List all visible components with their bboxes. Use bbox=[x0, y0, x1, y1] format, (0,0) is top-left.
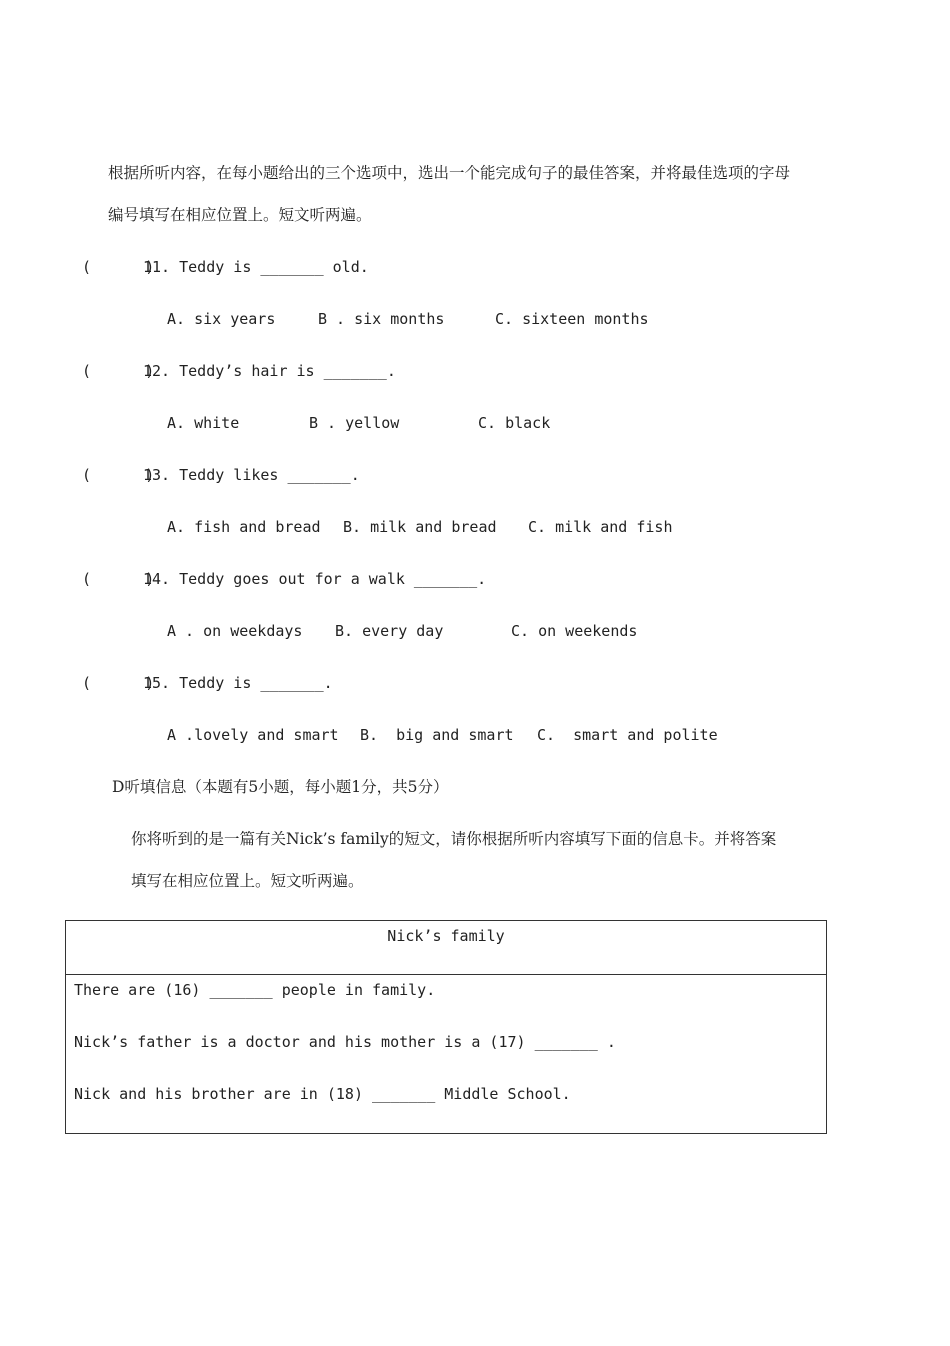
instruction-line-1: 根据所听内容，在每小题给出的三个选项中，选出一个能完成句子的最佳答案，并将最佳选项的字母 bbox=[108, 164, 791, 182]
answer-paren-12[interactable]: ( ) bbox=[82, 362, 155, 380]
info-card-divider bbox=[66, 974, 826, 975]
instruction-line-2: 编号填写在相应位置上。短文听两遍。 bbox=[108, 206, 372, 224]
option-14-a: A . on weekdays bbox=[167, 622, 303, 640]
option-13-b: B. milk and bread bbox=[343, 518, 497, 536]
option-15-c: C. smart and polite bbox=[537, 726, 718, 744]
option-13-a: A. fish and bread bbox=[167, 518, 321, 536]
option-14-b: B. every day bbox=[335, 622, 444, 640]
question-stem-14: 14. Teddy goes out for a walk _______. bbox=[143, 570, 487, 588]
question-stem-13: 13. Teddy likes _______. bbox=[143, 466, 360, 484]
option-12-c: C. black bbox=[478, 414, 551, 432]
option-11-c: C. sixteen months bbox=[495, 310, 649, 328]
question-stem-15: 15. Teddy is _______. bbox=[143, 674, 333, 692]
option-13-c: C. milk and fish bbox=[528, 518, 673, 536]
option-14-c: C. on weekends bbox=[511, 622, 638, 640]
option-11-a: A. six years bbox=[167, 310, 276, 328]
info-card-line-18[interactable]: Nick and his brother are in (18) _______ Middle School. bbox=[74, 1085, 571, 1103]
option-15-b: B. big and smart bbox=[360, 726, 514, 744]
option-12-b: B . yellow bbox=[309, 414, 400, 432]
option-12-a: A. white bbox=[167, 414, 240, 432]
section-d-instruction-line-1: 你将听到的是一篇有关Nick’s family的短文，请你根据所听内容填写下面的信息卡。并将答案 bbox=[131, 830, 777, 848]
section-d-instruction-line-2: 填写在相应位置上。短文听两遍。 bbox=[131, 872, 364, 890]
info-card-line-16[interactable]: There are (16) _______ people in family. bbox=[74, 981, 436, 999]
question-stem-12: 12. Teddy’s hair is _______. bbox=[143, 362, 396, 380]
question-stem-11: 11. Teddy is _______ old. bbox=[143, 258, 369, 276]
answer-paren-14[interactable]: ( ) bbox=[82, 570, 155, 588]
option-15-a: A .lovely and smart bbox=[167, 726, 339, 744]
info-card bbox=[65, 920, 827, 1134]
info-card-line-17[interactable]: Nick’s father is a doctor and his mother is a (17) _______ . bbox=[74, 1033, 616, 1051]
section-d-heading: D听填信息（本题有5小题，每小题1分，共5分） bbox=[112, 778, 449, 796]
option-11-b: B . six months bbox=[318, 310, 445, 328]
answer-paren-15[interactable]: ( ) bbox=[82, 674, 155, 692]
info-card-title: Nick’s family bbox=[387, 927, 505, 945]
answer-paren-11[interactable]: ( ) bbox=[82, 258, 155, 276]
answer-paren-13[interactable]: ( ) bbox=[82, 466, 155, 484]
